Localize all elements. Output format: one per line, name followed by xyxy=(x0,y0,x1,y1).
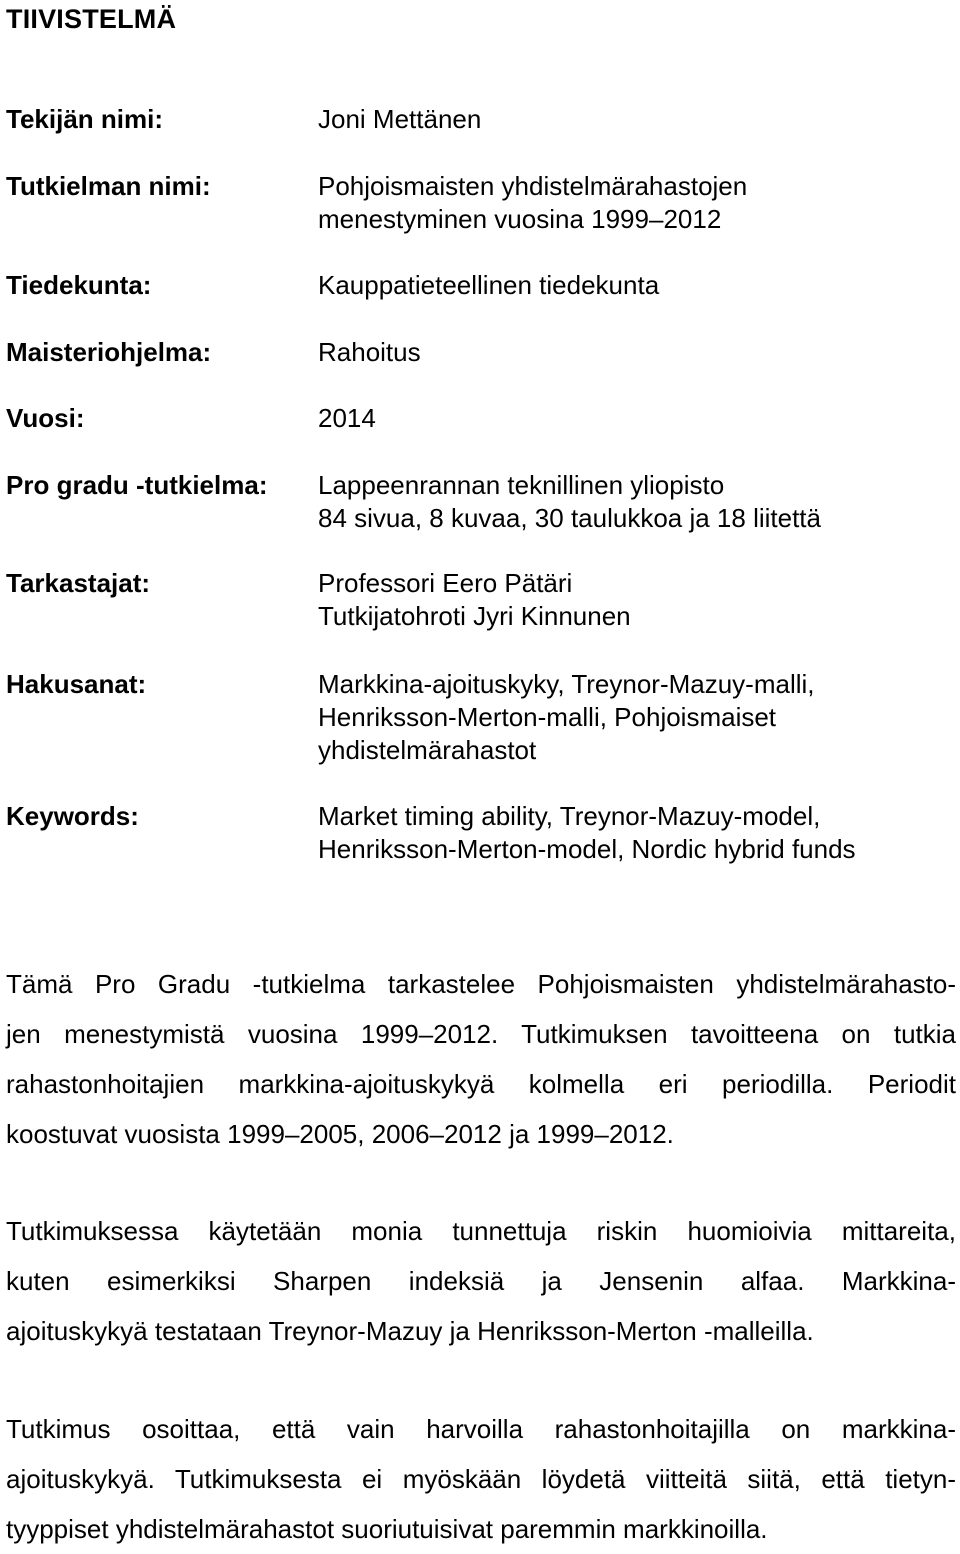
thesis-title-value: Pohjoismaisten yhdistelmärahastojen menestyminen vuosina 1999–2012 xyxy=(318,171,748,234)
year-value: 2014 xyxy=(318,403,376,433)
faculty-label: Tiedekunta: xyxy=(6,270,152,300)
thesis-type-label: Pro gradu -tutkielma: xyxy=(6,470,268,500)
abstract-paragraph-3 xyxy=(6,1404,956,1554)
paragraph-line: tyyppiset yhdistelmärahastot suoriutuisivat paremmin markkinoilla. xyxy=(6,1514,768,1544)
masters-programme-value: Rahoitus xyxy=(318,337,421,367)
paragraph-line: jen menestymistä vuosina 1999–2012. Tutkimuksen tavoitteena on tutkia xyxy=(6,1019,956,1049)
abstract-paragraph-1 xyxy=(6,959,956,1159)
thesis-title-label: Tutkielman nimi: xyxy=(6,171,211,201)
examiners-value: Professori Eero Pätäri Tutkijatohroti Jyri Kinnunen xyxy=(318,568,631,631)
paragraph-line: ajoituskykyä testataan Treynor-Mazuy ja Henriksson-Merton -malleilla. xyxy=(6,1316,814,1346)
search-terms-value: Markkina-ajoituskyky, Treynor-Mazuy-malli, Henriksson-Merton-malli, Pohjoismaiset yhdistelmärahastot xyxy=(318,669,815,765)
keywords-value: Market timing ability, Treynor-Mazuy-model, Henriksson-Merton-model, Nordic hybrid funds xyxy=(318,801,856,864)
thesis-type-value: Lappeenrannan teknillinen yliopisto 84 sivua, 8 kuvaa, 30 taulukkoa ja 18 liitettä xyxy=(318,470,821,533)
faculty-value: Kauppatieteellinen tiedekunta xyxy=(318,270,660,300)
paragraph-line: Tutkimuksessa käytetään monia tunnettuja riskin huomioivia mittareita, xyxy=(6,1216,956,1246)
examiners-label: Tarkastajat: xyxy=(6,568,151,598)
page-heading: TIIVISTELMÄ xyxy=(6,4,177,34)
paragraph-line: koostuvat vuosista 1999–2005, 2006–2012 ja 1999–2012. xyxy=(6,1119,674,1149)
author-label: Tekijän nimi: xyxy=(6,104,163,134)
year-label: Vuosi: xyxy=(6,403,85,433)
paragraph-line: ajoituskykyä. Tutkimuksesta ei myöskään löydetä viitteitä siitä, että tietyn- xyxy=(6,1464,956,1494)
search-terms-label: Hakusanat: xyxy=(6,669,147,699)
paragraph-line: Tutkimus osoittaa, että vain harvoilla rahastonhoitajilla on markkina- xyxy=(6,1414,956,1444)
keywords-label: Keywords: xyxy=(6,801,139,831)
paragraph-line: rahastonhoitajien markkina-ajoituskykyä kolmella eri periodilla. Periodit xyxy=(6,1069,956,1099)
paragraph-line: kuten esimerkiksi Sharpen indeksiä ja Jensenin alfaa. Markkina- xyxy=(6,1266,956,1296)
author-value: Joni Mettänen xyxy=(318,104,482,134)
masters-programme-label: Maisteriohjelma: xyxy=(6,337,212,367)
paragraph-line: Tämä Pro Gradu -tutkielma tarkastelee Pohjoismaisten yhdistelmärahasto- xyxy=(6,969,956,999)
abstract-paragraph-2 xyxy=(6,1206,956,1356)
